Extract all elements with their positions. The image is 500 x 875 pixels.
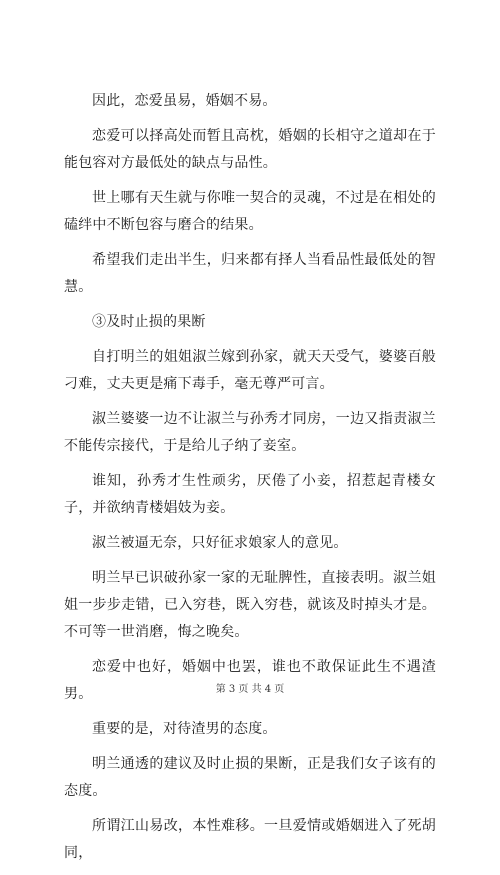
paragraph: 自打明兰的姐姐淑兰嫁到孙家，就天天受气，婆婆百般刁难，丈夫更是痛下毒手，毫无尊严可言。	[64, 349, 436, 392]
page-number-footer: 第 3 页 共 4 页	[215, 684, 285, 695]
paragraph: 恋爱中也好，婚姻中也罢，谁也不敢保证此生不遇渣男。	[64, 659, 436, 702]
paragraph: 因此，恋爱虽易，婚姻不易。	[92, 93, 277, 109]
paragraph: 淑兰婆婆一边不让淑兰与孙秀才同房，一边又指责淑兰不能传宗接代，于是给儿子纳了妾室。	[64, 411, 436, 454]
paragraph: 明兰通透的建议及时止损的果断，正是我们女子该有的态度。	[64, 756, 436, 799]
paragraph: 明兰早已识破孙家一家的无耻脾性，直接表明。淑兰姐姐一步步走错，已入穷巷，既入穷巷，就该及时掉头才是。不可等一世消磨，悔之晚矣。	[64, 570, 436, 640]
paragraph: 淑兰被逼无奈，只好征求娘家人的意见。	[92, 535, 348, 551]
paragraph: 希望我们走出半生，归来都有择人当看品性最低处的智慧。	[64, 252, 436, 295]
section-heading: ③及时止损的果断	[92, 314, 206, 330]
paragraph: 谁知，孙秀才生性顽劣，厌倦了小妾，招惹起青楼女子，并欲纳青楼娼妓为妾。	[64, 473, 436, 516]
paragraph: 世上哪有天生就与你唯一契合的灵魂，不过是在相处的磕绊中不断包容与磨合的结果。	[64, 190, 436, 233]
paragraph: 所谓江山易改，本性难移。一旦爱情或婚姻进入了死胡同，	[64, 818, 436, 861]
paragraph: 恋爱可以择高处而暂且高枕，婚姻的长相守之道却在于能包容对方最低处的缺点与品性。	[64, 128, 436, 171]
paragraph: 重要的是，对待渣男的态度。	[92, 721, 277, 737]
document-body	[64, 88, 436, 875]
